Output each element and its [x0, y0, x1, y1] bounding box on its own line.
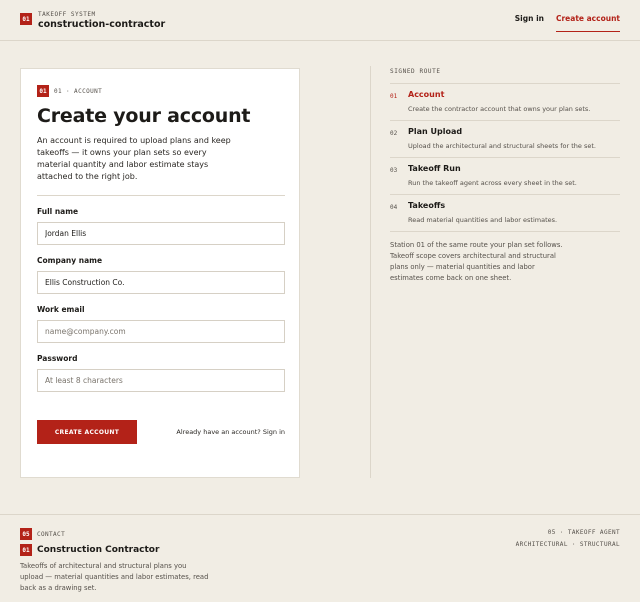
- page-title: Create your account: [37, 105, 251, 127]
- work-email-input[interactable]: [37, 320, 285, 343]
- company-name-field-group: [37, 256, 283, 294]
- sign-in-link[interactable]: Already have an account? Sign in: [176, 428, 285, 436]
- route-step-title: Account: [408, 90, 445, 99]
- footer: [0, 514, 640, 602]
- header-nav: [515, 14, 620, 32]
- footer-contact: [20, 528, 210, 594]
- full-name-field-group: [37, 207, 283, 245]
- full-name-label: Full name: [37, 207, 79, 216]
- contact-label: CONTACT: [37, 530, 66, 538]
- brand-kicker: TAKEOFF SYSTEM: [38, 11, 96, 18]
- route-step-desc: Upload the architectural and structural sheets for the set.: [408, 142, 596, 150]
- step-indicator: [37, 85, 283, 97]
- password-field-group: [37, 354, 283, 392]
- full-name-input[interactable]: [37, 222, 285, 245]
- route-step-title: Takeoff Run: [408, 164, 461, 173]
- column-divider: [370, 66, 371, 478]
- route-step-desc: Create the contractor account that owns your plan sets.: [408, 105, 591, 113]
- route-step-account: [390, 83, 620, 120]
- footer-meta-line-2: ARCHITECTURAL · STRUCTURAL: [515, 541, 620, 548]
- route-step-title: Takeoffs: [408, 201, 446, 210]
- company-name: Construction Contractor: [37, 545, 160, 555]
- nav-sign-in-link[interactable]: Sign in: [514, 14, 544, 23]
- route-step-desc: Read material quantities and labor estimates.: [408, 216, 558, 224]
- footer-meta: [516, 527, 620, 551]
- top-header: [0, 0, 640, 41]
- create-account-button[interactable]: CREATE ACCOUNT: [37, 420, 137, 444]
- route-step-plan-upload: [390, 120, 620, 157]
- route-step-number: 04: [390, 204, 398, 211]
- route-step-takeoff-run: [390, 157, 620, 194]
- route-note: Station 01 of the same route your plan set follows. Takeoff scope covers architectural and structural plans only — material quantities and labor estimates come back on one sheet.: [390, 241, 563, 282]
- work-email-field-group: [37, 305, 283, 343]
- route-step-number: 02: [390, 130, 398, 137]
- password-label: Password: [37, 354, 78, 363]
- company-heading: [20, 544, 210, 556]
- route-step-title: Plan Upload: [408, 127, 463, 136]
- divider: [37, 195, 285, 196]
- footer-description: Takeoffs of architectural and structural plans you upload — material quantities and labor estimates, read back as a drawing set.: [20, 562, 209, 592]
- route-step-desc: Run the takeoff agent across every sheet in the set.: [408, 179, 577, 187]
- signup-card: [20, 68, 300, 478]
- step-label: 01 · ACCOUNT: [54, 87, 103, 95]
- route-step-number: 01: [390, 93, 398, 100]
- password-input[interactable]: [37, 369, 285, 392]
- footer-meta-line-1: 05 · TAKEOFF AGENT: [547, 529, 620, 536]
- company-badge: 01: [20, 544, 32, 556]
- company-name-label: Company name: [37, 256, 103, 265]
- contact-heading: [20, 528, 210, 540]
- company-name-input[interactable]: [37, 271, 285, 294]
- step-badge: 01: [37, 85, 49, 97]
- nav-create-account-link[interactable]: Create account: [556, 14, 620, 32]
- app-name: construction-contractor: [38, 19, 166, 30]
- work-email-label: Work email: [37, 305, 85, 314]
- signed-route-panel: [390, 68, 620, 284]
- intro-text: An account is required to upload plans and keep takeoffs — it owns your plan sets so every material quantity and labor estimate stays attached to the right job.: [37, 136, 231, 181]
- route-step-number: 03: [390, 167, 398, 174]
- form-actions: [37, 420, 285, 444]
- contact-badge: 05: [20, 528, 32, 540]
- route-title: SIGNED ROUTE: [390, 68, 441, 75]
- brand-badge: 01: [20, 13, 32, 25]
- brand[interactable]: [20, 11, 165, 31]
- route-step-takeoffs: [390, 194, 620, 232]
